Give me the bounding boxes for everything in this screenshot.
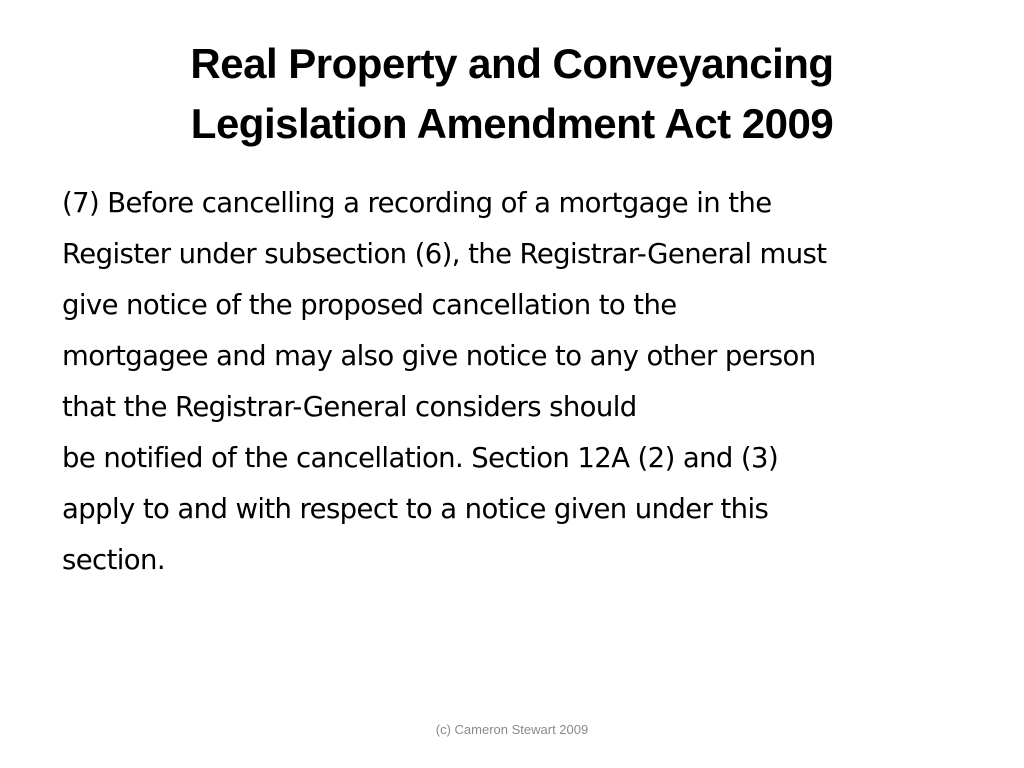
slide-title-line: Real Property and Conveyancing <box>190 40 834 87</box>
slide-footer: (c) Cameron Stewart 2009 <box>435 722 589 737</box>
slide-title <box>40 34 984 154</box>
slide-title-line: Legislation Amendment Act 2009 <box>190 100 834 147</box>
body-line: section. <box>62 544 165 576</box>
body-line: be notified of the cancellation. Section 12A (2) and (3) <box>62 442 779 474</box>
body-line: mortgagee and may also give notice to any other person <box>62 340 816 372</box>
body-line: Register under subsection (6), the Registrar-General must <box>62 238 827 270</box>
body-line: that the Registrar-General considers should <box>62 391 637 423</box>
body-line: (7) Before cancelling a recording of a mortgage in the <box>62 187 772 219</box>
body-line: apply to and with respect to a notice given under this <box>62 493 769 525</box>
slide-body <box>62 178 982 586</box>
body-line: give notice of the proposed cancellation to the <box>62 289 677 321</box>
